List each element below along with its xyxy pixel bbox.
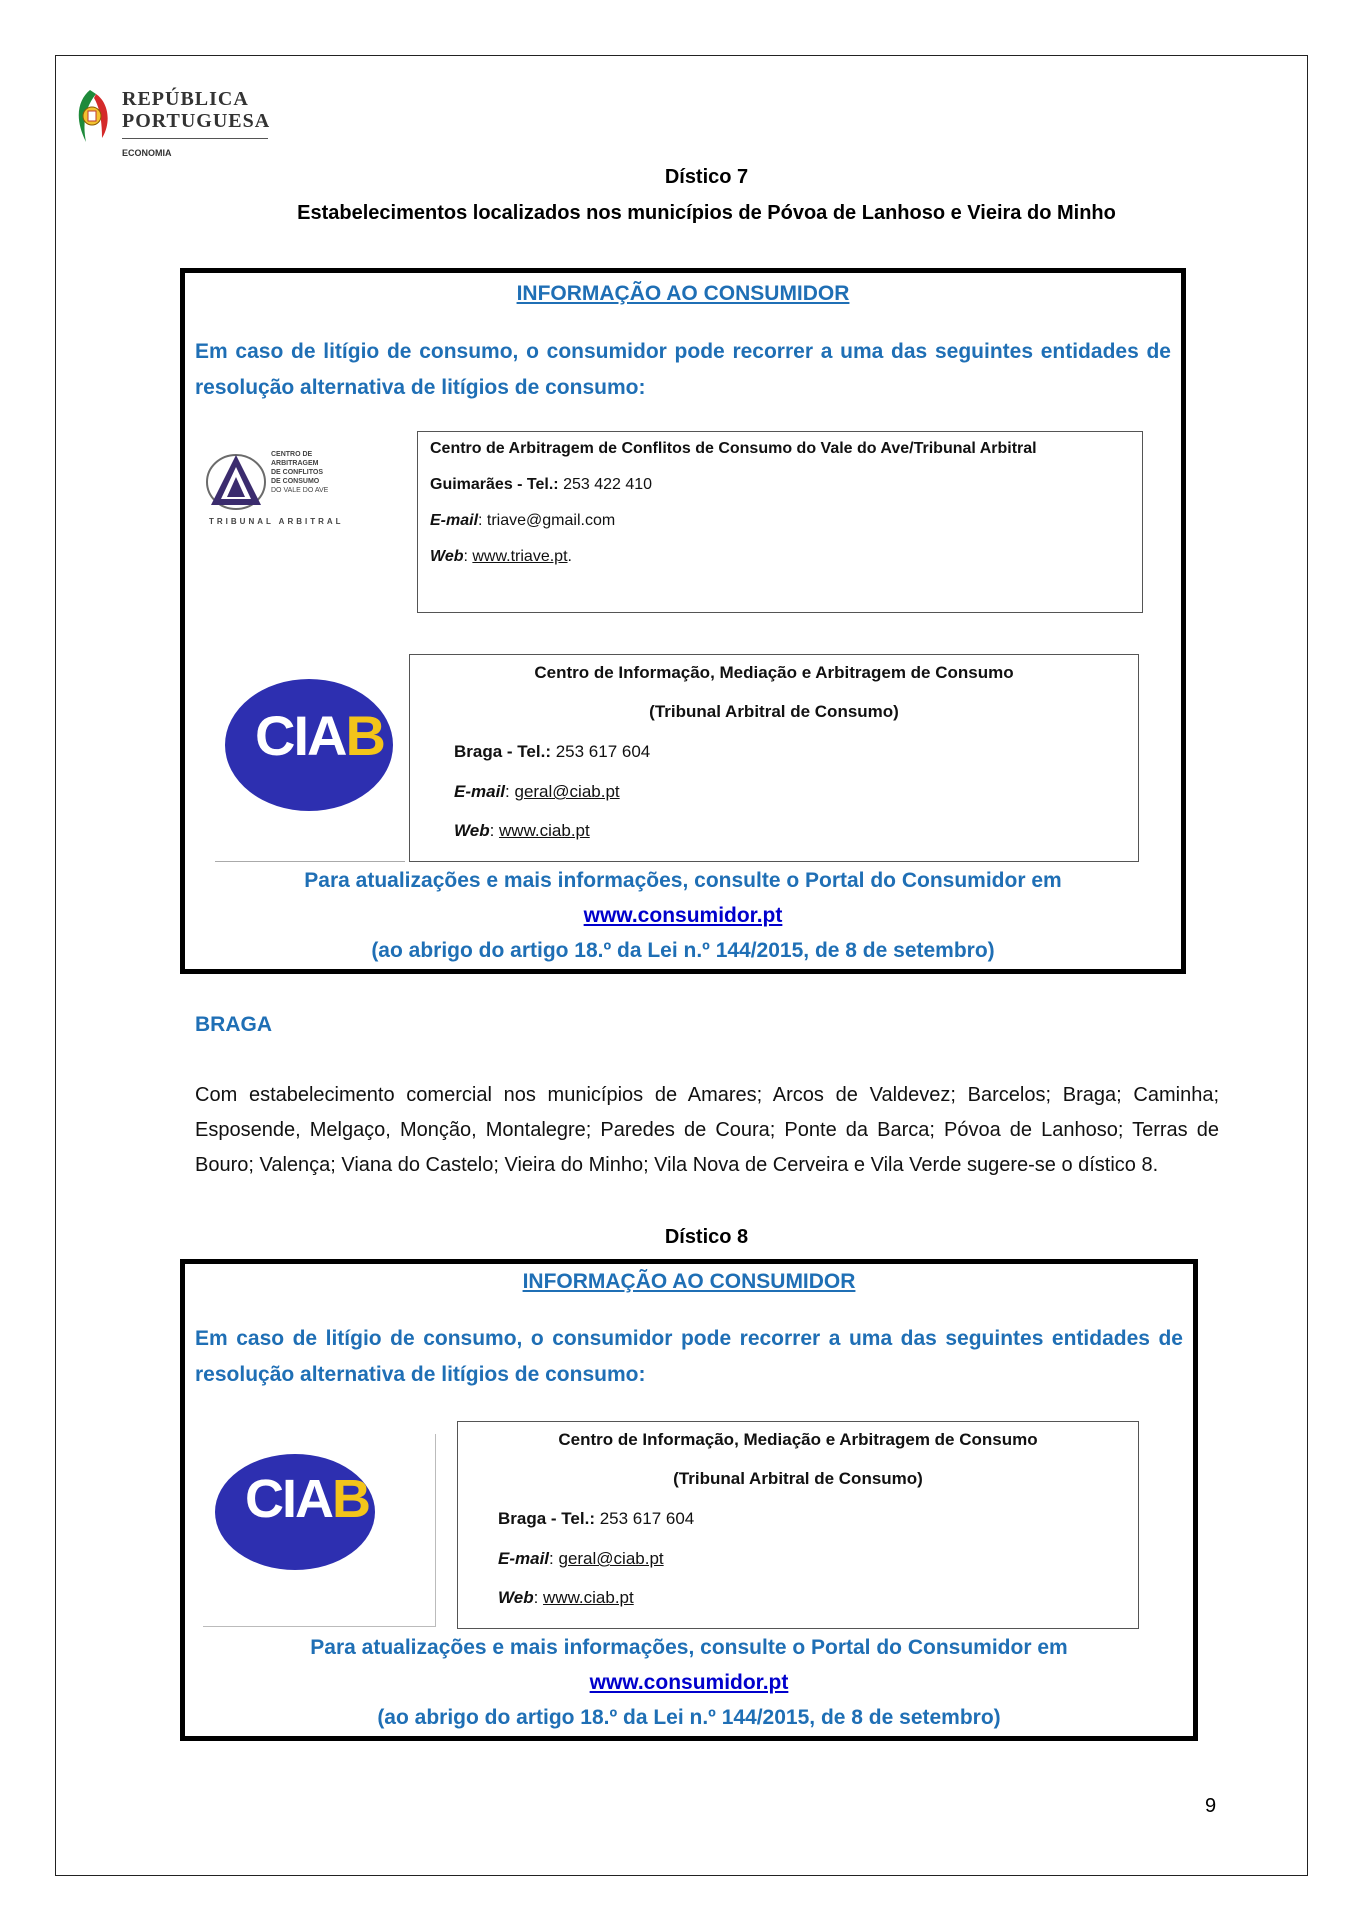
logo-line2: PORTUGUESA bbox=[122, 110, 271, 132]
triave-web-line: Web: www.triave.pt. bbox=[430, 548, 572, 565]
ciab2-web-line: Web: www.ciab.pt bbox=[498, 1588, 634, 1607]
ciab-logo-2-frame bbox=[203, 1434, 436, 1627]
triave-emblem-icon bbox=[205, 449, 267, 511]
ciab-logo-b: B bbox=[345, 704, 384, 767]
ciab2-city-label: Braga - Tel.: bbox=[498, 1509, 595, 1528]
distico8-lead: Em caso de litígio de consumo, o consumidor pode recorrer a uma das seguintes entidades de resolução alternativa de litígios de consumo: bbox=[195, 1327, 1183, 1386]
ciab2-web-label: Web bbox=[498, 1588, 534, 1607]
distico7-subtitle: Estabelecimentos localizados nos municípios de Póvoa de Lanhoso e Vieira do Minho bbox=[297, 202, 1116, 224]
ciab-name: Centro de Informação, Mediação e Arbitragem de Consumo bbox=[534, 663, 1014, 682]
triave-name: Centro de Arbitragem de Conflitos de Consumo do Vale do Ave/Tribunal Arbitral bbox=[430, 440, 1037, 457]
triave-logo bbox=[205, 445, 365, 535]
ciab-city-label: Braga - Tel.: bbox=[454, 742, 551, 761]
triave-email-line: E-mail: triave@gmail.com bbox=[430, 512, 616, 529]
distico8-notice bbox=[180, 1259, 1198, 1741]
triave-email[interactable]: triave@gmail.com bbox=[486, 512, 616, 529]
triave-logo-text-1: CENTRO DE bbox=[271, 451, 313, 458]
ciab-logo-ci: CIA bbox=[255, 704, 346, 767]
ciab2-email-label: E-mail bbox=[498, 1549, 550, 1568]
distico8-heading: INFORMAÇÃO AO CONSUMIDOR bbox=[522, 1270, 856, 1293]
ciab-phone-line bbox=[454, 742, 650, 762]
distico7-foot1: Para atualizações e mais informações, consulte o Portal do Consumidor em bbox=[304, 869, 1062, 892]
triave-email-label: E-mail bbox=[430, 512, 479, 529]
ciab-email-label: E-mail bbox=[454, 782, 506, 801]
ciab-web-link[interactable]: www.ciab.pt bbox=[499, 821, 590, 840]
logo-divider bbox=[122, 138, 268, 139]
triave-logo-text-5: DO VALE DO AVE bbox=[271, 487, 329, 494]
ciab-info-box bbox=[409, 654, 1139, 862]
republica-logo bbox=[72, 86, 272, 162]
braga-heading: BRAGA bbox=[195, 1013, 272, 1036]
ciab-logo bbox=[225, 673, 385, 813]
triave-logo-text-2: ARBITRAGEM bbox=[271, 460, 319, 467]
ciab2-phone: 253 617 604 bbox=[599, 1509, 695, 1528]
triave-logo-caption: TRIBUNAL ARBITRAL bbox=[209, 517, 344, 526]
ciab-logo-2-ci: CIA bbox=[245, 1469, 332, 1529]
ciab2-email-link[interactable]: geral@ciab.pt bbox=[558, 1549, 664, 1568]
braga-paragraph: Com estabelecimento comercial nos municípios de Amares; Arcos de Valdevez; Barcelos; Braga; Caminha; Esposende, Melgaço, Monção, Montalegre; Paredes de Coura; Ponte da Barca; Póvoa de Lanhoso; Terras de Bouro; Valença; Viana do Castelo; Vieira do Minho; Vila Nova de Cerveira e Vila Verde sugere-se o dístico 8. bbox=[195, 1084, 1219, 1176]
ciab-web-label: Web bbox=[454, 821, 490, 840]
distico7-consumidor-link[interactable]: www.consumidor.pt bbox=[583, 904, 783, 927]
distico8-foot-link-wrap bbox=[185, 1671, 1193, 1695]
ciab-logo-underline bbox=[215, 861, 405, 862]
ciab-email-line: E-mail: geral@ciab.pt bbox=[454, 782, 620, 801]
distico7-title: Dístico 7 bbox=[664, 166, 749, 188]
distico7-foot2: (ao abrigo do artigo 18.º da Lei n.º 144/2015, de 8 de setembro) bbox=[371, 939, 995, 962]
triave-web-link[interactable]: www.triave.pt bbox=[472, 548, 568, 565]
ciab2-email-line: E-mail: geral@ciab.pt bbox=[498, 1549, 664, 1568]
ciab-info-box-2 bbox=[457, 1421, 1139, 1629]
triave-logo-text-4: DE CONSUMO bbox=[271, 478, 320, 485]
ciab2-phone-line bbox=[498, 1509, 694, 1529]
distico7-notice bbox=[180, 268, 1186, 974]
triave-city-label: Guimarães - Tel.: bbox=[430, 476, 559, 493]
page-number: 9 bbox=[1205, 1795, 1217, 1817]
ciab-logo-text bbox=[255, 703, 384, 768]
triave-web-label: Web bbox=[430, 548, 464, 565]
distico7-lead: Em caso de litígio de consumo, o consumidor pode recorrer a uma das seguintes entidades de resolução alternativa de litígios de consumo: bbox=[195, 340, 1171, 399]
ciab-logo-2-b: B bbox=[332, 1469, 369, 1529]
distico7-heading: INFORMAÇÃO AO CONSUMIDOR bbox=[516, 282, 850, 305]
triave-phone: 253 422 410 bbox=[563, 476, 653, 493]
distico8-foot2: (ao abrigo do artigo 18.º da Lei n.º 144/2015, de 8 de setembro) bbox=[377, 1706, 1001, 1729]
triave-info-box bbox=[417, 431, 1143, 613]
ciab2-subname: (Tribunal Arbitral de Consumo) bbox=[673, 1469, 923, 1488]
ciab2-name: Centro de Informação, Mediação e Arbitragem de Consumo bbox=[558, 1430, 1038, 1449]
distico8-consumidor-link[interactable]: www.consumidor.pt bbox=[589, 1671, 789, 1694]
ciab-subname: (Tribunal Arbitral de Consumo) bbox=[649, 702, 899, 721]
ciab-phone: 253 617 604 bbox=[555, 742, 651, 761]
triave-phone-line bbox=[430, 476, 652, 494]
logo-line1: REPÚBLICA bbox=[122, 88, 249, 110]
triave-logo-text-3: DE CONFLITOS bbox=[271, 469, 323, 476]
distico8-title: Dístico 8 bbox=[664, 1226, 749, 1248]
ciab-web-line: Web: www.ciab.pt bbox=[454, 821, 590, 840]
republica-emblem-icon bbox=[72, 88, 114, 144]
distico8-foot1: Para atualizações e mais informações, consulte o Portal do Consumidor em bbox=[310, 1636, 1068, 1659]
distico7-foot-link-wrap bbox=[185, 904, 1181, 928]
logo-sub: ECONOMIA bbox=[122, 148, 172, 158]
ciab-email-link[interactable]: geral@ciab.pt bbox=[514, 782, 620, 801]
ciab2-web-link[interactable]: www.ciab.pt bbox=[543, 1588, 634, 1607]
